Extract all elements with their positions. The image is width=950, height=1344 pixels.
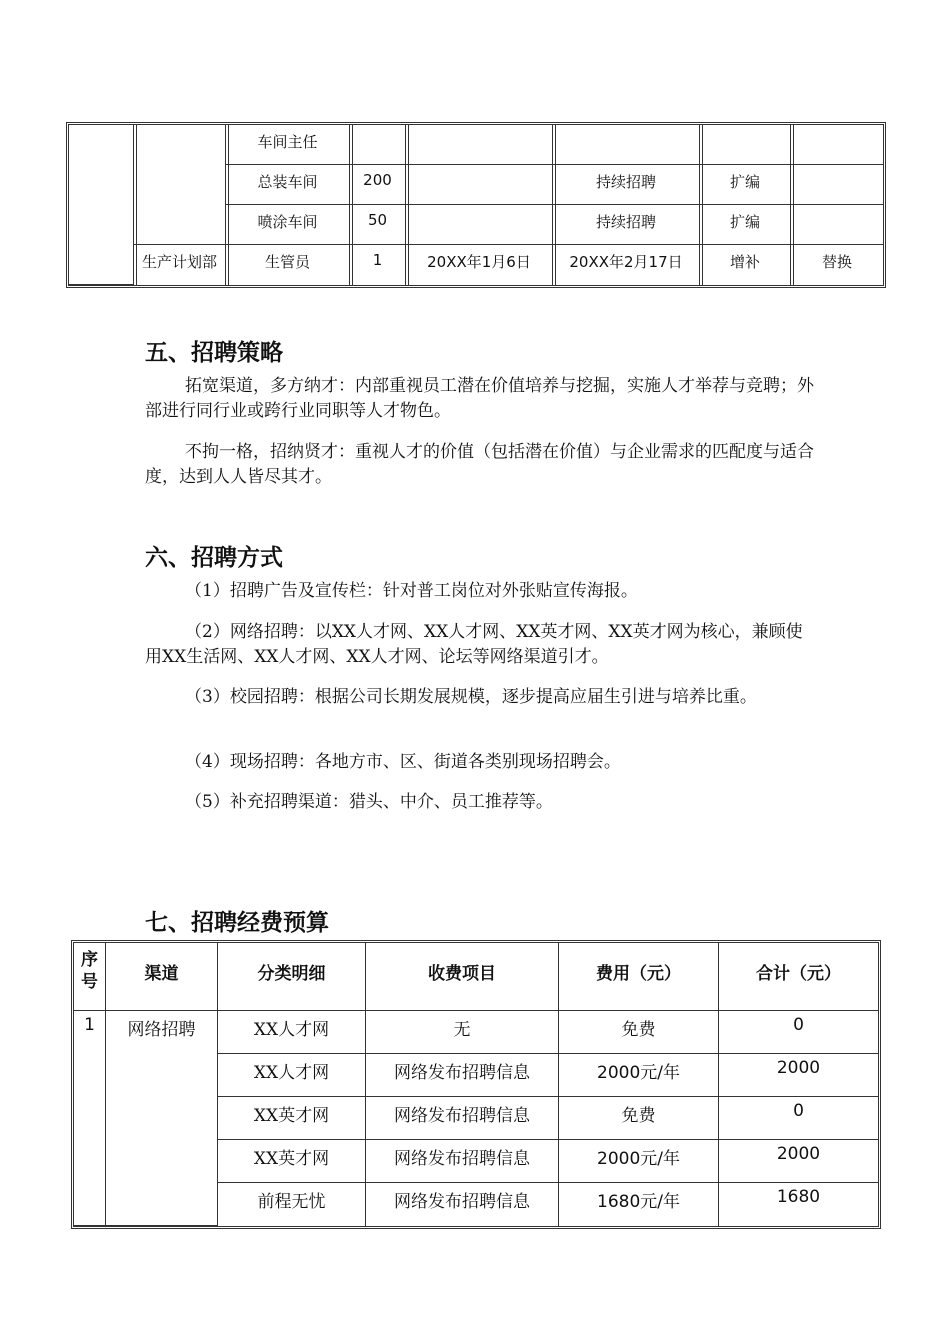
table-header-row [74, 943, 878, 1011]
section7-title: 七、招聘经费预算 [145, 910, 329, 936]
budget-item: 网络发布招聘信息 [366, 1183, 559, 1226]
plan-cell-end: 20XX年2月17日 [553, 245, 700, 285]
budget-detail: 前程无忧 [218, 1183, 366, 1226]
plan-cell-position: 车间主任 [226, 125, 350, 165]
budget-item: 无 [366, 1011, 559, 1054]
plan-cell-dept [134, 125, 226, 245]
plan-cell-end: 持续招聘 [553, 205, 700, 245]
plan-cell-type: 扩编 [700, 205, 791, 245]
plan-cell-position: 生管员 [226, 245, 350, 285]
header-index: 序号 [74, 943, 106, 1011]
plan-cell-start: 20XX年1月6日 [406, 245, 553, 285]
section6-paragraph-2: （2）网络招聘：以XX人才网、XX人才网、XX英才网、XX英才网为核心，兼顾使用XX生活网、XX人才网、XX人才网、论坛等网络渠道引才。 [145, 622, 803, 667]
budget-fee: 2000元/年 [559, 1054, 719, 1097]
header-channel: 渠道 [106, 943, 218, 1011]
budget-detail: XX人才网 [218, 1054, 366, 1097]
budget-total: 0 [719, 1011, 878, 1054]
budget-index: 1 [74, 1011, 106, 1226]
table-row [74, 1011, 878, 1054]
budget-total: 2000 [719, 1140, 878, 1183]
section6-title: 六、招聘方式 [145, 545, 283, 571]
section6-paragraph-5: （5）补充招聘渠道：猎头、中介、员工推荐等。 [185, 792, 553, 812]
plan-cell-count [350, 125, 406, 165]
plan-cell-position: 喷涂车间 [226, 205, 350, 245]
plan-cell-reason: 替换 [791, 245, 883, 285]
section5-paragraph-2: 不拘一格，招纳贤才：重视人才的价值（包括潜在价值）与企业需求的匹配度与适合度，达到人人皆尽其才。 [145, 442, 814, 487]
header-item: 收费项目 [366, 943, 559, 1011]
budget-channel: 网络招聘 [106, 1011, 218, 1226]
plan-cell-type [700, 125, 791, 165]
budget-total: 0 [719, 1097, 878, 1140]
budget-item: 网络发布招聘信息 [366, 1054, 559, 1097]
budget-total: 1680 [776, 1187, 821, 1207]
section6-paragraph-1: （1）招聘广告及宣传栏：针对普工岗位对外张贴宣传海报。 [185, 581, 638, 601]
plan-cell-count: 200 [350, 165, 406, 205]
section5-paragraph-1: 拓宽渠道，多方纳才：内部重视员工潜在价值培养与挖掘，实施人才举荐与竞聘；外部进行同行业或跨行业同职等人才物色。 [145, 376, 814, 421]
budget-item: 网络发布招聘信息 [366, 1097, 559, 1140]
section6-paragraph-4: （4）现场招聘：各地方市、区、街道各类别现场招聘会。 [185, 752, 621, 772]
budget-detail: XX人才网 [218, 1011, 366, 1054]
plan-cell-type: 扩编 [700, 165, 791, 205]
budget-total: 2000 [719, 1054, 878, 1097]
plan-cell-blank [69, 125, 134, 285]
plan-cell-start [406, 205, 553, 245]
section5-title: 五、招聘策略 [145, 340, 283, 366]
plan-cell-end: 持续招聘 [553, 165, 700, 205]
plan-cell-dept: 生产计划部 [134, 245, 226, 285]
budget-fee: 免费 [559, 1011, 719, 1054]
header-total: 合计（元） [719, 943, 878, 1011]
plan-cell-type: 增补 [700, 245, 791, 285]
header-fee: 费用（元） [559, 943, 719, 1011]
section6-paragraph-3: （3）校园招聘：根据公司长期发展规模，逐步提高应届生引进与培养比重。 [185, 687, 757, 707]
budget-detail: XX英才网 [218, 1097, 366, 1140]
budget-item: 网络发布招聘信息 [366, 1140, 559, 1183]
plan-cell-count: 50 [350, 205, 406, 245]
header-detail: 分类明细 [218, 943, 366, 1011]
budget-fee: 2000元/年 [559, 1140, 719, 1183]
plan-cell-count: 1 [350, 245, 406, 285]
budget-detail: XX英才网 [218, 1140, 366, 1183]
plan-cell-start [406, 165, 553, 205]
recruitment-plan-table [68, 124, 884, 286]
table-row [69, 125, 883, 165]
budget-fee: 1680元/年 [559, 1183, 719, 1226]
plan-cell-reason [791, 205, 883, 245]
budget-table [73, 942, 879, 1227]
plan-cell-reason [791, 165, 883, 205]
plan-cell-position: 总装车间 [226, 165, 350, 205]
plan-cell-start [406, 125, 553, 165]
table-row [69, 245, 883, 285]
plan-cell-end [553, 125, 700, 165]
budget-fee: 免费 [559, 1097, 719, 1140]
plan-cell-reason [791, 125, 883, 165]
